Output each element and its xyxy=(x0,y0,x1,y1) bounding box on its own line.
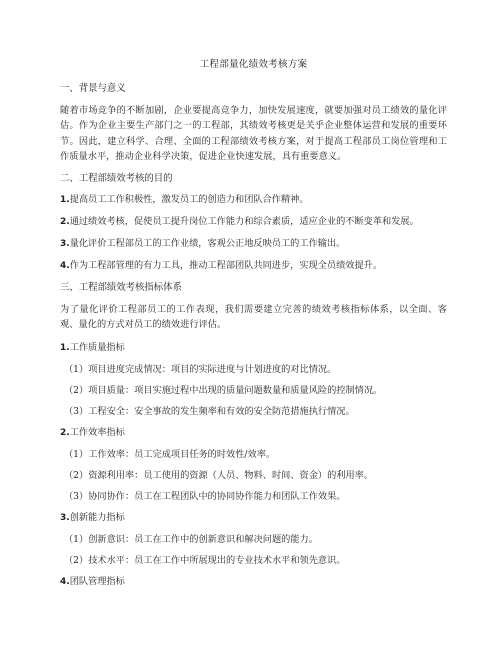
purpose-item-text: 通过绩效考核，促使员工提升岗位工作能力和综合素质，适应企业的不断变革和发展。 xyxy=(69,216,419,228)
purpose-item-number: 4. xyxy=(60,261,70,272)
indicator-group-title: 工作质量指标 xyxy=(69,341,125,353)
purpose-item-text: 提高员工工作积极性，激发员工的创造力和团队合作精神。 xyxy=(69,194,309,206)
indicators-paragraph: 为了量化评价工程部员工的工作表现，我们需要建立完善的绩效考核指标体系，以全面、客观、量化的方式对员工的绩效进行评估。 xyxy=(60,304,447,331)
indicator-group-number: 1. xyxy=(60,342,70,353)
purpose-item-text: 量化评价工程部员工的工作业绩，客观公正地反映员工的工作输出。 xyxy=(69,238,346,250)
indicator-item: （1）项目进度完成情况：项目的实际进度与计划进度的对比情况。 xyxy=(64,363,337,375)
indicator-item: （3）工程安全：安全事故的发生频率和有效的安全防范措施执行情况。 xyxy=(64,405,355,417)
section-heading-indicators: 三、工程部绩效考核指标体系 xyxy=(60,282,182,294)
section-heading-purpose: 二、工程部绩效考核的目的 xyxy=(60,173,173,185)
indicator-item: （2）资源利用率：员工使用的资源（人员、物料、时间、资金）的利用率。 xyxy=(64,469,374,481)
purpose-item-number: 3. xyxy=(60,239,70,250)
indicator-item: （3）协同协作：员工在工程团队中的协同协作能力和团队工作效果。 xyxy=(64,490,346,502)
indicator-item: （2）技术水平：员工在工作中所展现出的专业技术水平和领先意识。 xyxy=(64,554,346,566)
indicator-group-heading xyxy=(60,575,447,589)
indicator-group-number: 4. xyxy=(60,576,70,587)
purpose-item xyxy=(60,193,447,207)
indicator-item: （1）工作效率：员工完成项目任务的时效性/效率。 xyxy=(64,448,276,460)
purpose-item-number: 1. xyxy=(60,195,70,206)
indicator-item: （2）项目质量：项目实施过程中出现的质量问题数量和质量风险的控制情况。 xyxy=(64,384,383,396)
indicator-group-number: 3. xyxy=(60,512,70,523)
background-paragraph: 随着市场竞争的不断加剧，企业要提高竞争力，加快发展速度，就要加强对员工绩效的量化评估。作为企业主要生产部门之一的工程部，其绩效考核更是关乎企业整体运营和发展的重要环节。因此，建立科学、合理、全面的工程部绩效考核方案，对于提高工程部员工岗位管理和工作质量水平，推动企业科学决策，促进企业快速发展，具有重要意义。 xyxy=(60,105,447,162)
purpose-item xyxy=(60,259,447,273)
indicator-group-heading xyxy=(60,511,447,525)
purpose-item-text: 作为工程部管理的有力工具，推动工程部团队共同进步，实现全员绩效提升。 xyxy=(69,260,383,272)
document-title: 工程部量化绩效考核方案 xyxy=(199,59,308,70)
purpose-item xyxy=(60,215,447,229)
purpose-item-number: 2. xyxy=(60,217,70,228)
indicator-group-title: 团队管理指标 xyxy=(69,575,125,587)
indicator-group-number: 2. xyxy=(60,427,70,438)
indicator-group-heading xyxy=(60,426,447,440)
indicator-group-title: 创新能力指标 xyxy=(69,511,125,523)
section-heading-background: 一、背景与意义 xyxy=(60,83,126,94)
purpose-item xyxy=(60,237,447,251)
indicator-group-heading xyxy=(60,341,447,355)
indicator-group-title: 工作效率指标 xyxy=(69,426,125,438)
indicator-item: （1）创新意识：员工在工作中的创新意识和解决问题的能力。 xyxy=(64,533,318,545)
